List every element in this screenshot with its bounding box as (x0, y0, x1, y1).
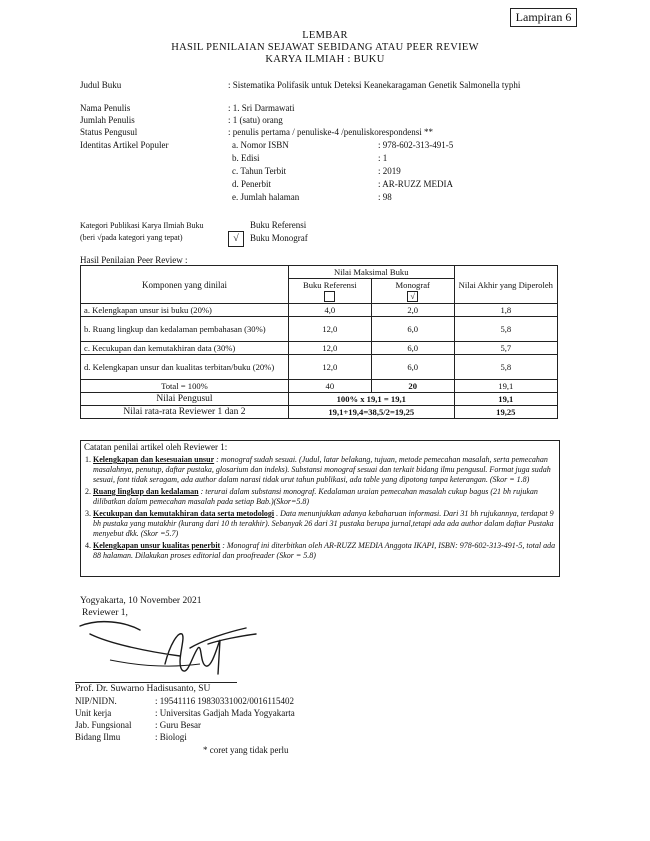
place-date: Yogyakarta, 10 November 2021 (80, 596, 202, 606)
table-row (81, 342, 558, 355)
doc-title-line3: KARYA ILMIAH : BUKU (265, 54, 385, 65)
halaman-value: : 98 (378, 192, 392, 202)
notes-list (81, 455, 559, 561)
row-a-komponen: a. Kelengkapan unsur isi buku (20%) (81, 304, 289, 317)
note-2-text: : terurai dalam substansi monograf. Kedalaman uraian pemecahan masalah cukup bagus (21 bh rujukan dilibatkan dalam pemecahan masalah pada setiap Bab.)(Skor=5.8) (93, 487, 538, 506)
note-2-head: Ruang lingkup dan kedalaman (93, 487, 199, 496)
judul-value (228, 80, 558, 91)
row-c-komponen: c. Kecukupan dan kemutakhiran data (30%) (81, 342, 289, 355)
judul-label: Judul Buku (80, 80, 122, 90)
total-mono: 20 (371, 380, 454, 393)
note-item (93, 455, 559, 485)
isbn-label: a. Nomor ISBN (232, 140, 289, 150)
grades-table (80, 265, 558, 419)
head-mono-cell (371, 279, 454, 304)
tahun-value: : 2019 (378, 166, 401, 176)
reviewer-name: Prof. Dr. Suwarno Hadisusanto, SU (75, 684, 211, 694)
bidang-ilmu-label: Bidang Ilmu (75, 732, 121, 742)
rata-akhir: 19,25 (454, 406, 557, 419)
row-d-mono: 6,0 (371, 355, 454, 380)
halaman-label: e. Jumlah halaman (232, 192, 300, 202)
row-a-ref: 4,0 (288, 304, 371, 317)
kategori-label: Kategori Publikasi Karya Ilmiah Buku (80, 221, 204, 230)
total-label: Total = 100% (81, 380, 289, 393)
jabatan-label: Jab. Fungsional (75, 720, 132, 730)
head-ref: Buku Referensi (302, 280, 357, 290)
row-a-akhir: 1,8 (454, 304, 557, 317)
reviewer-label: Reviewer 1, (82, 608, 128, 618)
pengusul-akhir: 19,1 (454, 393, 557, 406)
head-ref-cell (288, 279, 371, 304)
mono-checkbox[interactable]: √ (407, 291, 418, 302)
row-b-komponen: b. Ruang lingkup dan kedalaman pembahasan (30%) (81, 317, 289, 342)
kategori-option-referensi: Buku Referensi (250, 220, 307, 230)
row-d-komponen: d. Kelengkapan unsur dan kualitas terbitan/buku (20%) (81, 355, 289, 380)
nip-label: NIP/NIDN. (75, 696, 117, 706)
head-komponen: Komponen yang dinilai (81, 266, 289, 304)
head-mono: Monograf (395, 280, 430, 290)
isbn-value: : 978-602-313-491-5 (378, 140, 454, 150)
rata-label: Nilai rata-rata Reviewer 1 dan 2 (81, 406, 289, 419)
edisi-value: : 1 (378, 153, 388, 163)
identitas-artikel-label: Identitas Artikel Populer (80, 140, 169, 150)
pengusul-label: Nilai Pengusul (81, 393, 289, 406)
doc-title-line1: LEMBAR (302, 30, 348, 41)
unit-kerja-label: Unit kerja (75, 708, 112, 718)
row-b-akhir: 5,8 (454, 317, 557, 342)
head-akhir: Nilai Akhir yang Diperoleh (454, 266, 557, 304)
row-c-akhir: 5,7 (454, 342, 557, 355)
note-4-head: Kelengkapan unsur kualitas penerbit (93, 541, 221, 550)
nama-penulis-label: Nama Penulis (80, 103, 131, 113)
note-1-text: : monograf sudah sesuai. (Judul, latar belakang, tujuan, metode pemecahan masalah, serta pemecahan masalahnya, penutup, daftar pustaka, glosarium dan indeks). Substansi monograf sesuai dan terkait bidang ilmu pengusul. Format juga sudah sesuai, font tidak seragam, ada author dalam narasi tidak urut tahun publikasi, ada table yang dipotong tanpa keterangan. (Skor = 1.8) (93, 455, 551, 484)
row-d-akhir: 5,8 (454, 355, 557, 380)
table-row (81, 317, 558, 342)
table-row (81, 304, 558, 317)
total-ref: 40 (288, 380, 371, 393)
table-row (81, 355, 558, 380)
nip-value: : 19541116 19830331002/0016115402 (155, 696, 294, 706)
signature-image (70, 604, 270, 682)
bidang-ilmu-value: : Biologi (155, 732, 187, 742)
kategori-option-monograf: Buku Monograf (250, 233, 308, 243)
hasil-title: Hasil Penilaian Peer Review : (80, 255, 188, 265)
note-item (93, 487, 559, 507)
total-akhir: 19,1 (454, 380, 557, 393)
reviewer-notes (80, 440, 560, 577)
ref-checkbox[interactable] (324, 291, 335, 302)
lampiran-label: Lampiran 6 (510, 8, 577, 27)
status-pengusul-value: : penulis pertama / penuliske-4 /penuliskorespondensi ** (228, 127, 433, 137)
nama-penulis-value: : 1. Sri Darmawati (228, 103, 295, 113)
kategori-hint: (beri √pada kategori yang tepat) (80, 233, 183, 242)
note-4-text: : Monograf ini diterbitkan oleh AR-RUZZ MEDIA Anggota IKAPI, ISBN: 978-602-313-491-5, total ada 88 halaman. Dilakukan proses editorial dan proofreader (Skor = 5.8) (93, 541, 556, 560)
table-head-row (81, 266, 558, 279)
edisi-label: b. Edisi (232, 153, 260, 163)
note-item (93, 509, 559, 539)
judul-text: : Sistematika Polifasik untuk Deteksi Keanekaragaman Genetik Salmonella typhi (228, 80, 521, 90)
row-d-ref: 12,0 (288, 355, 371, 380)
doc-title-line2: HASIL PENILAIAN SEJAWAT SEBIDANG ATAU PEER REVIEW (171, 42, 479, 53)
kategori-checkbox[interactable]: √ (228, 231, 244, 247)
table-total-row (81, 380, 558, 393)
row-a-mono: 2,0 (371, 304, 454, 317)
row-c-ref: 12,0 (288, 342, 371, 355)
penerbit-label: d. Penerbit (232, 179, 271, 189)
note-3-text: . Data menunjukkan adanya kebaharuan informasi. Dari 31 bh rujukannya, terdapat 9 bh pustaka yang mutakhir (kurang dari 10 th terakhir). Sebanyak 26 dari 31 pustaka berupa jurnal,tetapi ada ada author dalam daftar Pustaka menyebut dkk. (Skor =5.7) (93, 509, 554, 538)
row-b-ref: 12,0 (288, 317, 371, 342)
unit-kerja-value: : Universitas Gadjah Mada Yogyakarta (155, 708, 295, 718)
footnote: * coret yang tidak perlu (203, 745, 289, 755)
pengusul-calc: 100% x 19,1 = 19,1 (288, 393, 454, 406)
row-c-mono: 6,0 (371, 342, 454, 355)
tahun-label: c. Tahun Terbit (232, 166, 287, 176)
table-pengusul-row (81, 393, 558, 406)
jabatan-value: : Guru Besar (155, 720, 201, 730)
note-item (93, 541, 559, 561)
jumlah-penulis-value: : 1 (satu) orang (228, 115, 283, 125)
status-pengusul-label: Status Pengusul (80, 127, 138, 137)
penerbit-value: : AR-RUZZ MEDIA (378, 179, 453, 189)
jumlah-penulis-label: Jumlah Penulis (80, 115, 135, 125)
rata-calc: 19,1+19,4=38,5/2=19,25 (288, 406, 454, 419)
table-rata-row (81, 406, 558, 419)
row-b-mono: 6,0 (371, 317, 454, 342)
notes-title: Catatan penilai artikel oleh Reviewer 1: (84, 442, 228, 452)
signature-line (75, 682, 237, 683)
head-maks: Nilai Maksimal Buku (288, 266, 454, 279)
note-1-head: Kelengkapan dan kesesuaian unsur (93, 455, 215, 464)
note-3-head: Kecukupan dan kemutakhiran data serta metodologi (93, 509, 275, 518)
